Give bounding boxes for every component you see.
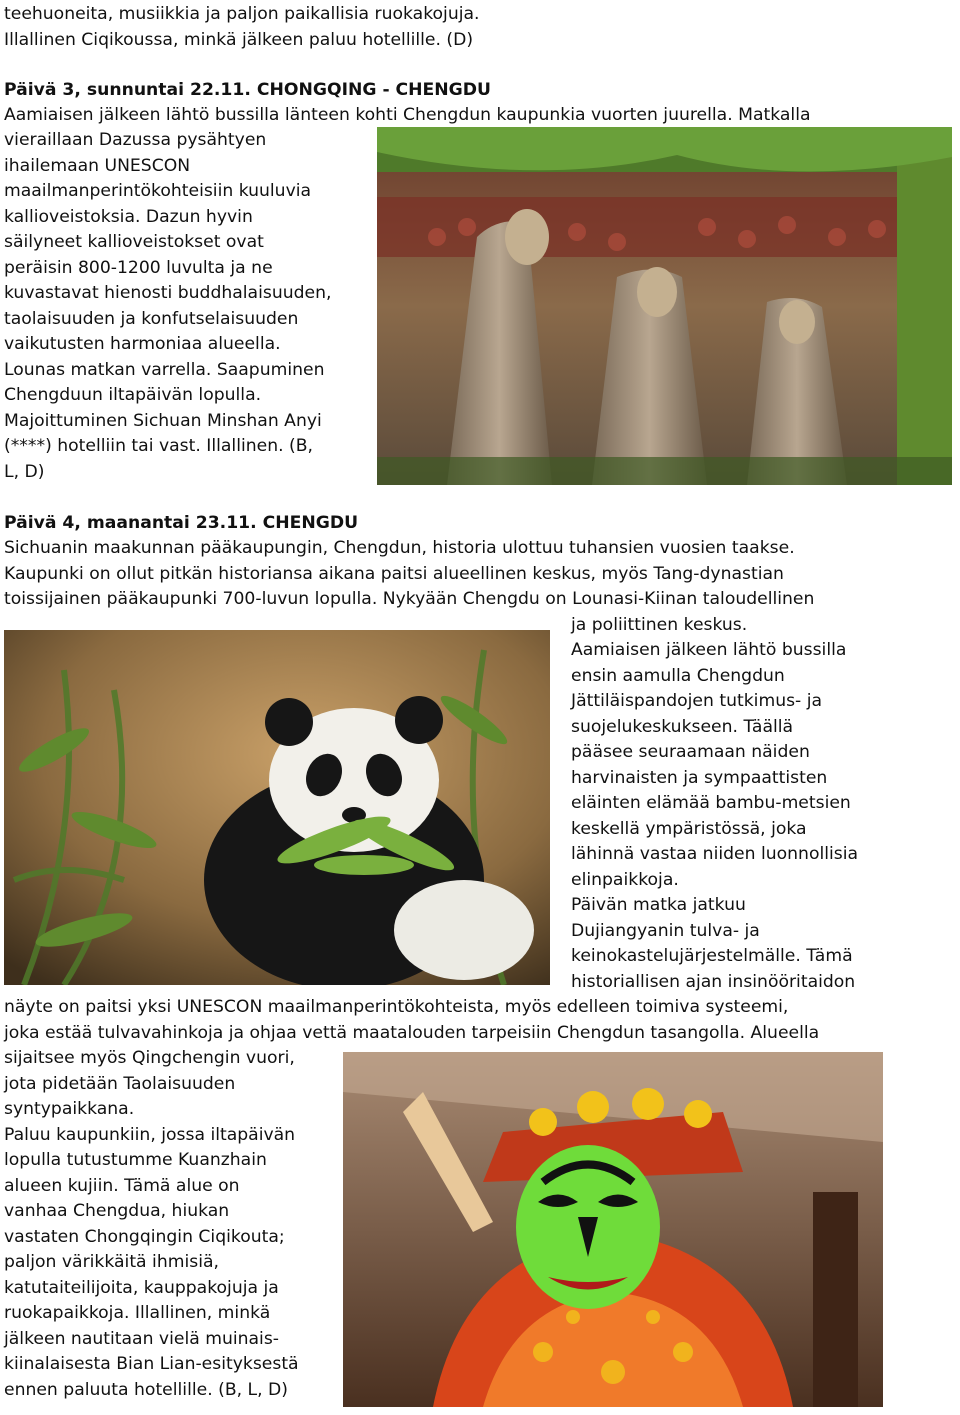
day4-line: keskellä ympäristössä, joka [571, 819, 807, 839]
day3-line: vaikutusten harmoniaa alueella. [4, 334, 281, 354]
day4-line: historiallisen ajan insinööritaidon [571, 972, 856, 992]
day4-line: syntypaikkana. [4, 1099, 135, 1119]
day3-line: vieraillaan Dazussa pysähtyen [4, 130, 267, 150]
day3-line: taolaisuuden ja konfutselaisuuden [4, 309, 299, 329]
day4-line: suojelukeskukseen. Täällä [571, 717, 794, 737]
day4-line: keinokastelujärjestelmälle. Tämä [571, 946, 853, 966]
day4-line: ruokapaikkoja. Illallinen, minkä [4, 1303, 271, 1323]
day3-heading: Päivä 3, sunnuntai 22.11. CHONGQING - CHENGDU [4, 80, 492, 100]
day4-line: ensin aamulla Chengdun [571, 666, 785, 686]
day3-line: L, D) [4, 462, 45, 482]
day4-line: lopulla tutustumme Kuanzhain [4, 1150, 267, 1170]
day3-line: Majoittuminen Sichuan Minshan Anyi [4, 411, 322, 431]
day3-line: peräisin 800-1200 luvulta ja ne [4, 258, 273, 278]
day4-line: Kaupunki on ollut pitkän historiansa aikana paitsi alueellinen keskus, myös Tang-dynastian [4, 564, 784, 584]
day4-line: Paluu kaupunkiin, jossa iltapäivän [4, 1125, 296, 1145]
day3-line: Aamiaisen jälkeen lähtö bussilla länteen kohti Chengdun kaupunkia vuorten juurella. Matkalla [4, 105, 811, 125]
day4-line: sijaitsee myös Qingchengin vuori, [4, 1048, 295, 1068]
day4-line: eläinten elämää bambu-metsien [571, 793, 851, 813]
day4-line: kiinalaisesta Bian Lian-esityksestä [4, 1354, 299, 1374]
day4-line: harvinaisten ja sympaattisten [571, 768, 828, 788]
day4-line: vastaten Chongqingin Ciqikouta; [4, 1227, 285, 1247]
day4-line: Jättiläispandojen tutkimus- ja [571, 691, 823, 711]
day3-line: Chengduun iltapäivän lopulla. [4, 385, 262, 405]
day4-line: vanhaa Chengdua, hiukan [4, 1201, 230, 1221]
bian-lian-performer-photo [343, 1052, 883, 1407]
day4-line: elinpaikkoja. [571, 870, 679, 890]
day3-line: kallioveistoksia. Dazun hyvin [4, 207, 253, 227]
day4-line: lähinnä vastaa niiden luonnollisia [571, 844, 859, 864]
day4-line: toissijainen pääkaupunki 700-luvun lopulla. Nykyään Chengdu on Lounasi-Kiinan taloudellinen [4, 589, 815, 609]
day4-line: näyte on paitsi yksi UNESCON maailmanperintökohteista, myös edelleen toimiva systeemi, [4, 997, 789, 1017]
day4-line: Päivän matka jatkuu [571, 895, 746, 915]
day4-line: Aamiaisen jälkeen lähtö bussilla [571, 640, 847, 660]
day3-line: ihailemaan UNESCON [4, 156, 191, 176]
day4-line: pääsee seuraamaan näiden [571, 742, 810, 762]
intro-line-2: Illallinen Ciqikoussa, minkä jälkeen paluu hotellille. (D) [4, 30, 474, 50]
day3-line: (****) hotelliin tai vast. Illallinen. (B, [4, 436, 313, 456]
dazu-rock-carvings-photo [377, 127, 952, 485]
day4-line: katutaiteilijoita, kauppakojuja ja [4, 1278, 279, 1298]
day3-line: säilyneet kallioveistokset ovat [4, 232, 264, 252]
day4-line: joka estää tulvavahinkoja ja ohjaa vettä maatalouden tarpeisiin Chengdun tasangolla. Alueella [4, 1023, 820, 1043]
day3-line: maailmanperintökohteisiin kuuluvia [4, 181, 312, 201]
day3-line: Lounas matkan varrella. Saapuminen [4, 360, 325, 380]
day4-line: paljon värikkäitä ihmisiä, [4, 1252, 219, 1272]
day4-line: ennen paluuta hotellille. (B, L, D) [4, 1380, 288, 1400]
day4-line: Dujiangyanin tulva- ja [571, 921, 760, 941]
day4-line: ja poliittinen keskus. [571, 615, 748, 635]
day4-heading: Päivä 4, maanantai 23.11. CHENGDU [4, 513, 359, 533]
day3-line: kuvastavat hienosti buddhalaisuuden, [4, 283, 332, 303]
giant-panda-photo [4, 630, 550, 985]
day4-line: jota pidetään Taolaisuuden [4, 1074, 236, 1094]
intro-line-1: teehuoneita, musiikkia ja paljon paikallisia ruokakojuja. [4, 4, 480, 24]
day4-line: alueen kujiin. Tämä alue on [4, 1176, 240, 1196]
day4-line: jälkeen nautitaan vielä muinais- [4, 1329, 279, 1349]
day4-line: Sichuanin maakunnan pääkaupungin, Chengdun, historia ulottuu tuhansien vuosien taakse. [4, 538, 795, 558]
